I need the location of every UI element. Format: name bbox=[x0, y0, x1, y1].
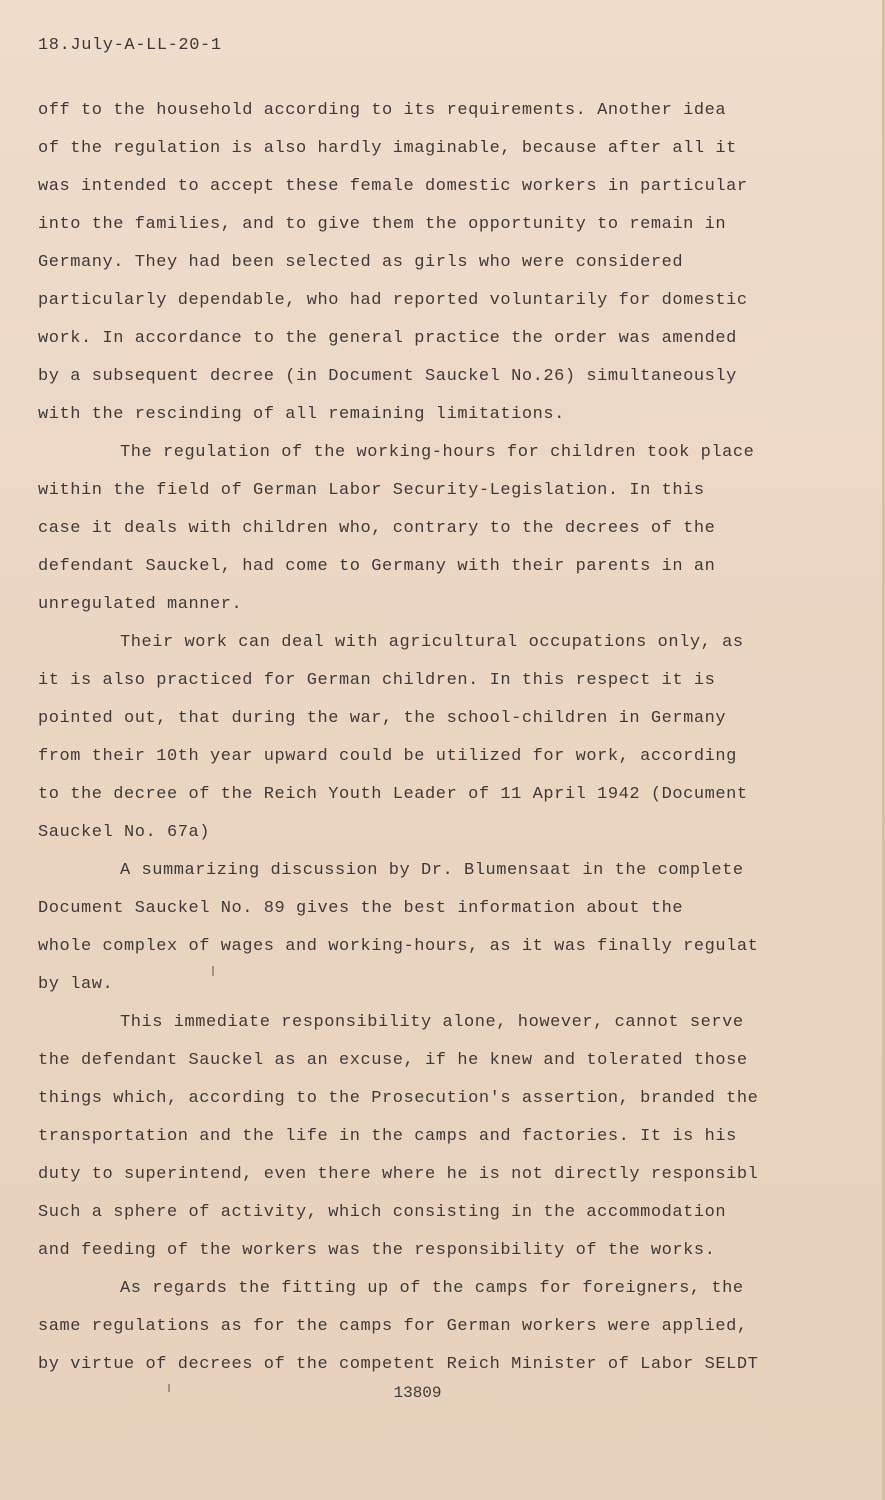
text-line: with the rescinding of all remaining limitations. bbox=[38, 405, 565, 424]
text-line: The regulation of the working-hours for children took place bbox=[120, 443, 755, 462]
text-line: by law. bbox=[38, 975, 114, 994]
text-line: Sauckel No. 67a) bbox=[38, 823, 211, 842]
text-line: defendant Sauckel, had come to Germany with their parents in an bbox=[38, 557, 716, 576]
text-line: things which, according to the Prosecution's assertion, branded the bbox=[38, 1089, 759, 1108]
text-line: to the decree of the Reich Youth Leader of 11 April 1942 (Document bbox=[38, 785, 748, 804]
text-line: of the regulation is also hardly imaginable, because after all it bbox=[38, 139, 737, 158]
text-line: Germany. They had been selected as girls who were considered bbox=[38, 253, 684, 272]
paper-mark bbox=[168, 1384, 170, 1392]
text-line: work. In accordance to the general practice the order was amended bbox=[38, 329, 737, 348]
text-line: by a subsequent decree (in Document Sauckel No.26) simultaneously bbox=[38, 367, 737, 386]
page-number: 13809 bbox=[393, 1384, 442, 1402]
text-line: unregulated manner. bbox=[38, 595, 243, 614]
text-line: the defendant Sauckel as an excuse, if he knew and tolerated those bbox=[38, 1051, 748, 1070]
text-line: A summarizing discussion by Dr. Blumensaat in the complete bbox=[120, 861, 744, 880]
text-line: it is also practiced for German children. In this respect it is bbox=[38, 671, 716, 690]
text-line: Such a sphere of activity, which consisting in the accommodation bbox=[38, 1203, 727, 1222]
text-line: This immediate responsibility alone, however, cannot serve bbox=[120, 1013, 744, 1032]
text-line: case it deals with children who, contrary to the decrees of the bbox=[38, 519, 716, 538]
text-line: whole complex of wages and working-hours, as it was finally regulat bbox=[38, 937, 759, 956]
text-line: Document Sauckel No. 89 gives the best information about the bbox=[38, 899, 684, 918]
text-line: and feeding of the workers was the responsibility of the works. bbox=[38, 1241, 716, 1260]
text-line: As regards the fitting up of the camps for foreigners, the bbox=[120, 1279, 744, 1298]
text-line: off to the household according to its requirements. Another idea bbox=[38, 101, 727, 120]
text-line: transportation and the life in the camps and factories. It is his bbox=[38, 1127, 737, 1146]
text-line: within the field of German Labor Security-Legislation. In this bbox=[38, 481, 705, 500]
text-line: duty to superintend, even there where he is not directly responsibl bbox=[38, 1165, 759, 1184]
text-line: Their work can deal with agricultural occupations only, as bbox=[120, 633, 744, 652]
text-line: pointed out, that during the war, the school-children in Germany bbox=[38, 709, 727, 728]
document-header: 18.July-A-LL-20-1 bbox=[38, 36, 222, 55]
text-line: same regulations as for the camps for German workers were applied, bbox=[38, 1317, 748, 1336]
text-line: particularly dependable, who had reported voluntarily for domestic bbox=[38, 291, 748, 310]
text-line: from their 10th year upward could be utilized for work, according bbox=[38, 747, 737, 766]
document-body bbox=[38, 92, 818, 1384]
text-line: was intended to accept these female domestic workers in particular bbox=[38, 177, 748, 196]
paper-mark bbox=[212, 966, 214, 976]
text-line: into the families, and to give them the opportunity to remain in bbox=[38, 215, 727, 234]
text-line: by virtue of decrees of the competent Reich Minister of Labor SELDT bbox=[38, 1355, 759, 1374]
